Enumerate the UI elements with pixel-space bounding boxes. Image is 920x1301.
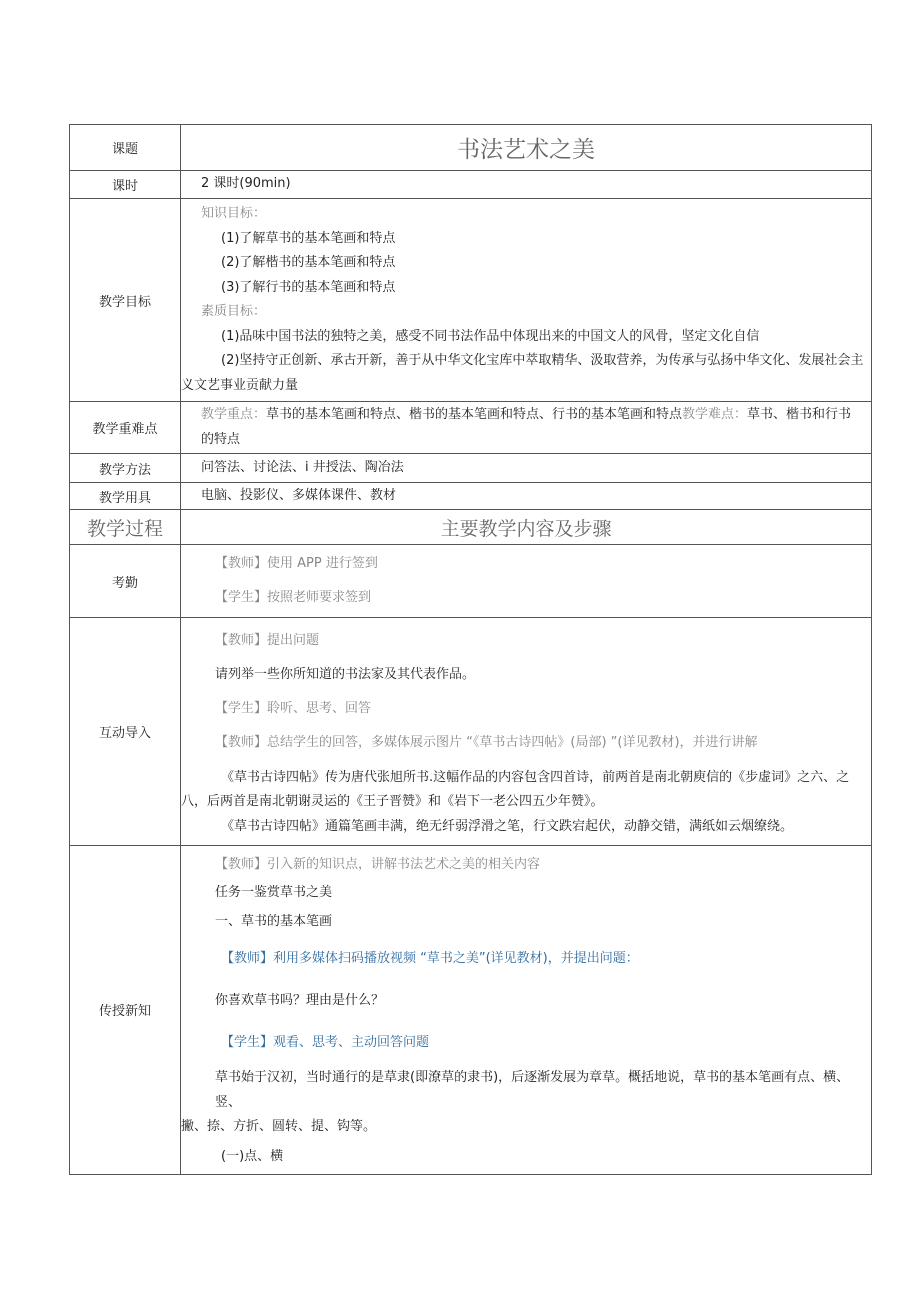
attendance-student: 【学生】按照老师要求签到 [215, 590, 372, 605]
attendance-teacher: 【教师】使用 APP 进行签到 [215, 556, 378, 571]
tools-row [70, 483, 872, 510]
methods-row [70, 454, 872, 483]
hours-label: 课时 [70, 171, 181, 199]
hard-point-tag: 教学难点： [682, 407, 748, 422]
key-points-label: 教学重难点 [70, 402, 181, 454]
intro-row [70, 618, 872, 846]
key-point-tag: 教学重点： [201, 407, 267, 422]
hours-value: 2 课时(90min) [201, 176, 291, 192]
new-knowledge-row [70, 846, 872, 1175]
objectives-label: 教学目标 [70, 199, 181, 402]
intro-para1-line1: 《草书古诗四帖》传为唐代张旭所书.这幅作品的内容包含四首诗，前两首是南北朝庾信的《步虚词》之六、之 [221, 769, 850, 785]
process-header-right: 主要教学内容及步骤 [181, 510, 872, 545]
intro-prompt: 请列举一些你所知道的书法家及其代表作品。 [215, 666, 476, 682]
quality-item-1: (1)品味中国书法的独特之美，感受不同书法作品中体现出来的中国文人的风骨，坚定文化自信 [221, 328, 760, 344]
knowledge-item-1: (1)了解草书的基本笔画和特点 [221, 230, 396, 246]
attendance-row [70, 545, 872, 618]
quality-item-2-line1: (2)坚持守正创新、承古开新，善于从中华文化宝库中萃取精华、汲取营养，为传承与弘扬中华文化、发展社会主 [221, 353, 864, 368]
question: 你喜欢草书吗？理由是什么？ [215, 993, 385, 1008]
hours-row [70, 171, 872, 199]
attendance-label: 考勤 [70, 545, 181, 618]
process-header-left: 教学过程 [70, 510, 181, 545]
topic-title: 书法艺术之美 [181, 125, 872, 171]
section-heading: 一、草书的基本笔画 [215, 914, 333, 929]
intro-student: 【学生】聆听、思考、回答 [215, 700, 372, 716]
hard-point-text: 草书、楷书和行书 [747, 407, 852, 422]
intro-para2: 《草书古诗四帖》通篇笔画丰满，绝无纤弱浮滑之笔，行文跌宕起伏，动静交错，满纸如云烟缭绕。 [221, 818, 794, 834]
quality-item-2-line2: 义文艺事业贡献力量 [181, 377, 299, 393]
task-heading: 任务一鉴赏草书之美 [215, 885, 333, 900]
new-knowledge-teacher-intro: 【教师】引入新的知识点，讲解书法艺术之美的相关内容 [215, 857, 541, 872]
intro-teacher-summary: 【教师】总结学生的回答，多媒体展示图片 “《草书古诗四帖》(局部) ”(详见教材)，并进行讲解 [215, 734, 758, 750]
tools-value: 电脑、投影仪、多媒体课件、教材 [201, 487, 397, 503]
intro-teacher-question: 【教师】提出问题 [215, 632, 320, 648]
intro-label: 互动导入 [70, 618, 181, 846]
methods-label: 教学方法 [70, 454, 181, 483]
process-header-row [70, 510, 872, 545]
tools-label: 教学用具 [70, 483, 181, 510]
objectives-row [70, 199, 872, 402]
hard-point-text-2: 的特点 [201, 431, 241, 447]
topic-row [70, 125, 872, 171]
cursive-para-line1: 草书始于汉初，当时通行的是草隶(即潦草的隶书)，后逐渐发展为章草。概括地说，草书的基本笔画有点、横、竖、 [215, 1070, 850, 1110]
intro-para1-line2: 八，后两首是南北朝谢灵运的《王子晋赞》和《岩下一老公四五少年赞》。 [181, 794, 604, 810]
teacher-video: 【教师】利用多媒体扫码播放视频 “草书之美”(详见教材)，并提出问题： [221, 951, 639, 966]
key-point-text: 草书的基本笔画和特点、楷书的基本笔画和特点、行书的基本笔画和特点 [266, 407, 683, 422]
key-points-row [70, 402, 872, 454]
topic-label: 课题 [70, 125, 181, 171]
knowledge-heading: 知识目标： [201, 206, 267, 221]
subsection-heading: (一)点、横 [221, 1148, 284, 1164]
cursive-para-line2: 撇、捺、方折、圆转、提、钩等。 [181, 1119, 377, 1134]
student-response: 【学生】观看、思考、主动回答问题 [221, 1035, 430, 1050]
quality-heading: 素质目标： [201, 304, 267, 319]
knowledge-item-2: (2)了解楷书的基本笔画和特点 [221, 255, 396, 270]
lesson-plan-table [69, 124, 872, 1175]
methods-value: 问答法、讨论法、i 井授法、陶冶法 [201, 459, 404, 475]
knowledge-item-3: (3)了解行书的基本笔画和特点 [221, 279, 396, 295]
new-knowledge-label: 传授新知 [70, 846, 181, 1175]
